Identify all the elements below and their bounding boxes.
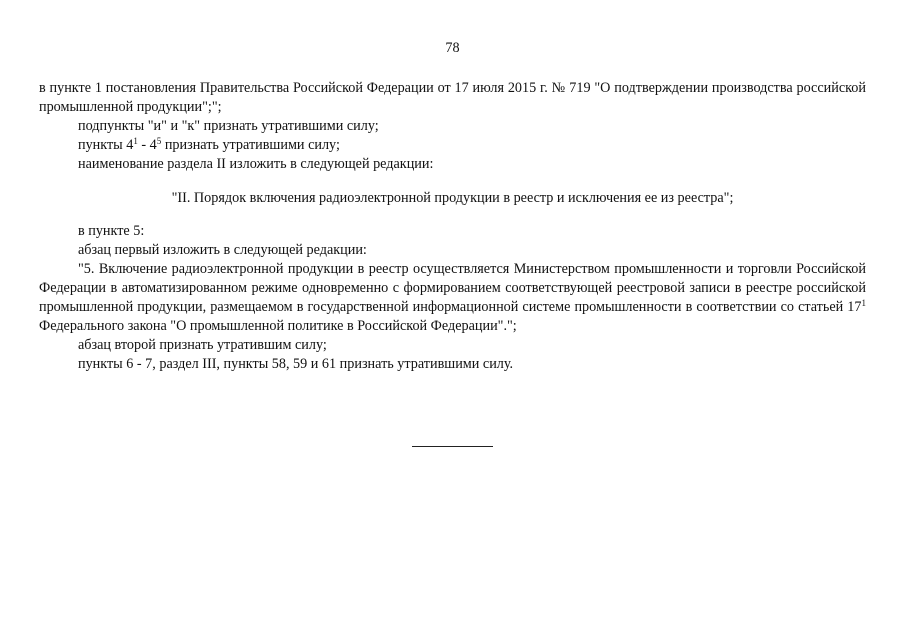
separator-line xyxy=(412,446,493,447)
paragraph-3-text-b: - 4 xyxy=(137,137,157,153)
paragraph-7 xyxy=(39,260,866,336)
superscript-1: 1 xyxy=(133,136,138,146)
superscript-article: 1 xyxy=(861,298,866,308)
document-body xyxy=(39,79,866,374)
paragraph-3-text-c: признать утратившими силу; xyxy=(161,137,340,153)
paragraph-8: абзац второй признать утратившим силу; xyxy=(78,337,327,353)
paragraph-7-text-b: Федерального закона "О промышленной политике в Российской Федерации"."; xyxy=(39,318,517,334)
paragraph-9: пункты 6 - 7, раздел III, пункты 58, 59 и 61 признать утратившими силу. xyxy=(78,356,514,372)
page-number: 78 xyxy=(445,40,460,56)
paragraph-3-text-a: пункты 4 xyxy=(78,137,134,153)
superscript-5: 5 xyxy=(156,136,162,146)
section-heading-quote: "II. Порядок включения радиоэлектронной продукции в реестр и исключения ее из реестра"; xyxy=(171,190,734,206)
paragraph-2: подпункты "и" и "к" признать утратившими силу; xyxy=(78,118,379,134)
paragraph-1: в пункте 1 постановления Правительства Российской Федерации от 17 июля 2015 г. № 719 "О подтверждении производства российской промышленной продукции";"; xyxy=(39,80,866,115)
paragraph-7-text-a: "5. Включение радиоэлектронной продукции в реестр осуществляется Министерством промышленности и торговли Российской Федерации в автоматизированном режиме одновременно с формированием соответствующей реестровой записи в реестре российской промышленной продукции, размещаемом в государственной информационной системе промышленности в соответствии со статьей 17 xyxy=(39,261,866,315)
paragraph-5: в пункте 5: xyxy=(78,223,145,239)
paragraph-4: наименование раздела II изложить в следующей редакции: xyxy=(78,156,434,172)
paragraph-6: абзац первый изложить в следующей редакции: xyxy=(78,242,367,258)
paragraph-3 xyxy=(39,136,866,155)
